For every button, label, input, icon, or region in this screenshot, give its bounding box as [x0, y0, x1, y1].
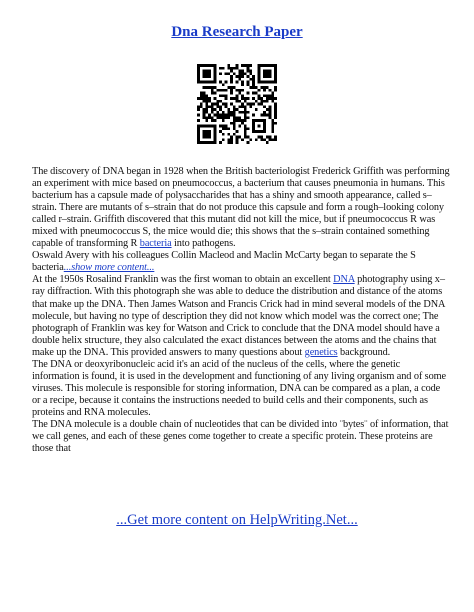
inline-link[interactable]: bacteria — [139, 238, 172, 250]
paragraph-text: into pathogens. — [171, 238, 236, 250]
paragraph-text: At the 1950s Rosalind Franklin was the first woman to obtain an excellent — [32, 274, 334, 286]
paragraph — [32, 166, 450, 250]
article-body — [32, 166, 450, 455]
paragraph — [32, 250, 450, 274]
page-title-link[interactable]: Dna Research Paper — [171, 24, 303, 40]
paragraph — [32, 419, 450, 455]
inline-link[interactable]: DNA — [333, 274, 355, 286]
get-more-content-link[interactable]: ...Get more content on HelpWriting.Net... — [116, 512, 358, 528]
paragraph-text: The DNA molecule is a double chain of nucleotides that can be divided into ¨bytes¨ of information, that we call genes, and each of these genes come together to create a specific protein. These proteins are those that — [32, 418, 449, 455]
inline-link[interactable]: genetics — [304, 346, 338, 358]
paragraph-text: photography using x–ray diffraction. With this photograph she was able to deduce the distribution and distance of the atoms that make up the DNA. Then James Watson and Francis Crick had in mind several models of the DNA molecule, but having no type of description they did not know which model was the correct one; The photograph of Franklin was key for Watson and Crick to conclude that the DNA model should have a double helix structure, they also calculated the exact distances between the atoms and the chains that make up the DNA. This provided answers to many questions about — [32, 274, 445, 358]
page-title[interactable] — [0, 24, 474, 41]
paragraph-text: The DNA or deoxyribonucleic acid it's an acid of the nucleus of the cells, where the genetic information is found, it is used in the development and functioning of any living organism and of some viruses. This molecule is responsible for storing information, DNA can be compared as a plan, a code or a recipe, because it contains the instructions needed to build cells and their components, such as proteins and RNA molecules. — [32, 358, 447, 418]
show-more-link[interactable]: ...show more content... — [63, 262, 155, 274]
paragraph-text: The discovery of DNA began in 1928 when the British bacteriologist Frederick Griffith was performing an experiment with mice based on pneumococcus, a bacterium that causes pneumonia in humans. This bacterium has a capsule made of polysaccharides that has a shiny and smooth appearance, called s–strain. There are mutants of s–strain that do not produce this capsule and form a rough–looking colony called r–strain. Griffith discovered that this mutant did not kill the mice, but if pneumococcus R was mixed with pneumococcus S, the mice would die; this shows that the s–strain contained something capable of transforming R — [32, 166, 450, 250]
footer[interactable] — [0, 512, 474, 529]
paragraph — [32, 359, 450, 419]
paragraph — [32, 274, 450, 358]
qr-code-icon — [197, 64, 277, 144]
paragraph-text: Oswald Avery with his colleagues Collin Macleod and Maclin McCarty began to separate the S bacteria — [32, 250, 416, 274]
paragraph-text: background. — [337, 346, 391, 358]
